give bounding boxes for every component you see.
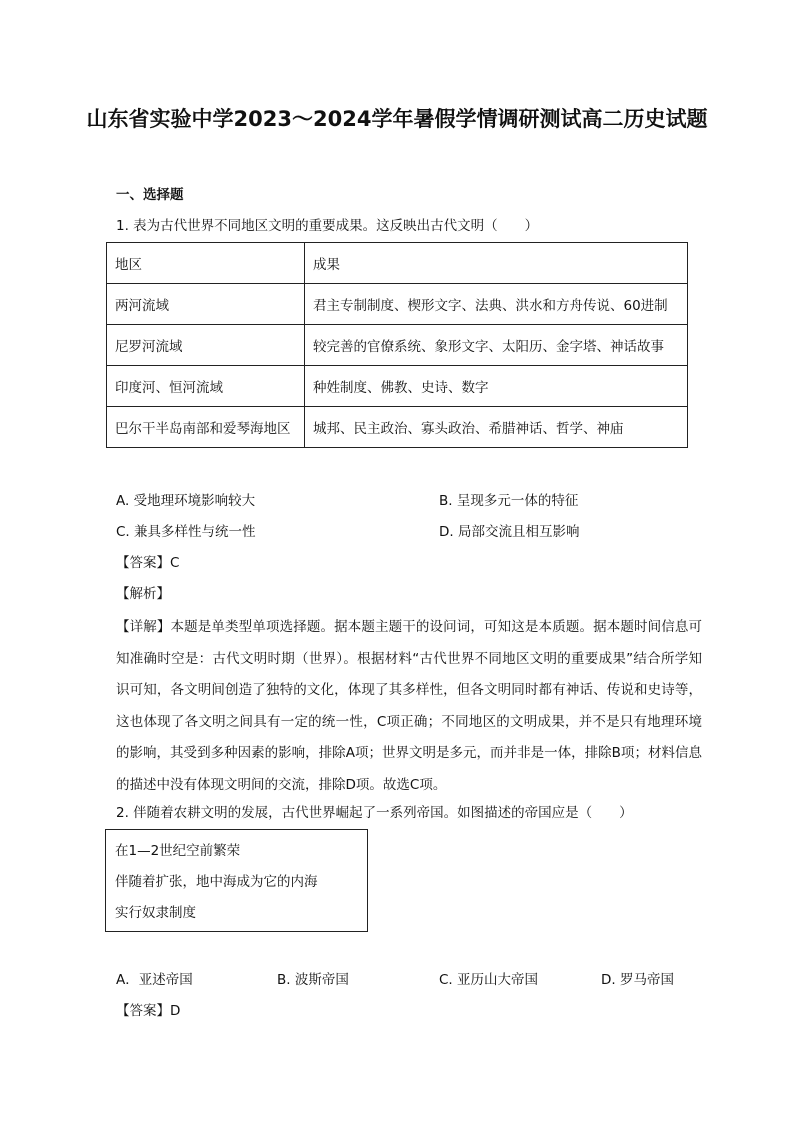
material-line: 实行奴隶制度 [115, 905, 196, 921]
table-cell-achievement: 种姓制度、佛教、史诗、数字 [305, 366, 688, 407]
material-line: 在1—2世纪空前繁荣 [115, 843, 241, 859]
table-cell-region: 尼罗河流域 [107, 325, 305, 366]
q2-option-a: A．亚述帝国 [116, 972, 193, 988]
q1-option-b: B. 呈现多元一体的特征 [439, 493, 579, 509]
q2-option-b: B. 波斯帝国 [277, 972, 349, 988]
table-row [107, 366, 688, 407]
q1-detail-explanation: 【详解】本题是单类型单项选择题。据本题主题干的设问词，可知这是本质题。据本题时间信息可知准确时空是：古代文明时期（世界）。根据材料“古代世界不同地区文明的重要成果”结合所学知识可知，各文明间创造了独特的文化，体现了其多样性，但各文明同时都有神话、传说和史诗等，这也体现了各文明之间具有一定的统一性，C项正确；不同地区的文明成果，并不是只有地理环境的影响，其受到多种因素的影响，排除A项；世界文明是多元，而并非是一体，排除B项；材料信息的描述中没有体现文明间的交流，排除D项。故选C项。 [116, 619, 702, 793]
table-cell-region: 两河流域 [107, 284, 305, 325]
table-header-row [107, 243, 688, 284]
table-cell-region: 印度河、恒河流域 [107, 366, 305, 407]
table-cell-region: 巴尔干半岛南部和爱琴海地区 [107, 407, 305, 448]
question-1-table [106, 242, 688, 448]
table-row [107, 325, 688, 366]
page-title: 山东省实验中学2023～2024学年暑假学情调研测试高二历史试题 [86, 107, 708, 131]
q1-answer: 【答案】C [116, 555, 180, 571]
q1-option-c: C. 兼具多样性与统一性 [116, 524, 256, 540]
question-2-stem: 2. 伴随着农耕文明的发展，古代世界崛起了一系列帝国。如图描述的帝国应是（ ） [116, 805, 633, 821]
material-line: 伴随着扩张，地中海成为它的内海 [115, 874, 318, 890]
table-cell-achievement: 城邦、民主政治、寡头政治、希腊神话、哲学、神庙 [305, 407, 688, 448]
q1-option-d: D. 局部交流且相互影响 [439, 524, 580, 540]
table-header-cell: 地区 [107, 243, 305, 284]
q1-analysis-label: 【解析】 [116, 586, 170, 602]
table-cell-achievement: 较完善的官僚系统、象形文字、太阳历、金字塔、神话故事 [305, 325, 688, 366]
section-heading: 一、选择题 [116, 187, 184, 203]
q1-option-a: A. 受地理环境影响较大 [116, 493, 256, 509]
q2-option-d: D. 罗马帝国 [601, 972, 674, 988]
table-header-cell: 成果 [305, 243, 688, 284]
table-row [107, 407, 688, 448]
q2-answer: 【答案】D [116, 1003, 181, 1019]
q2-option-c: C. 亚历山大帝国 [439, 972, 539, 988]
table-row [107, 284, 688, 325]
question-2-material-box [105, 829, 368, 932]
table-cell-achievement: 君主专制制度、楔形文字、法典、洪水和方舟传说、60进制 [305, 284, 688, 325]
question-1-stem: 1. 表为古代世界不同地区文明的重要成果。这反映出古代文明（ ） [116, 218, 539, 234]
